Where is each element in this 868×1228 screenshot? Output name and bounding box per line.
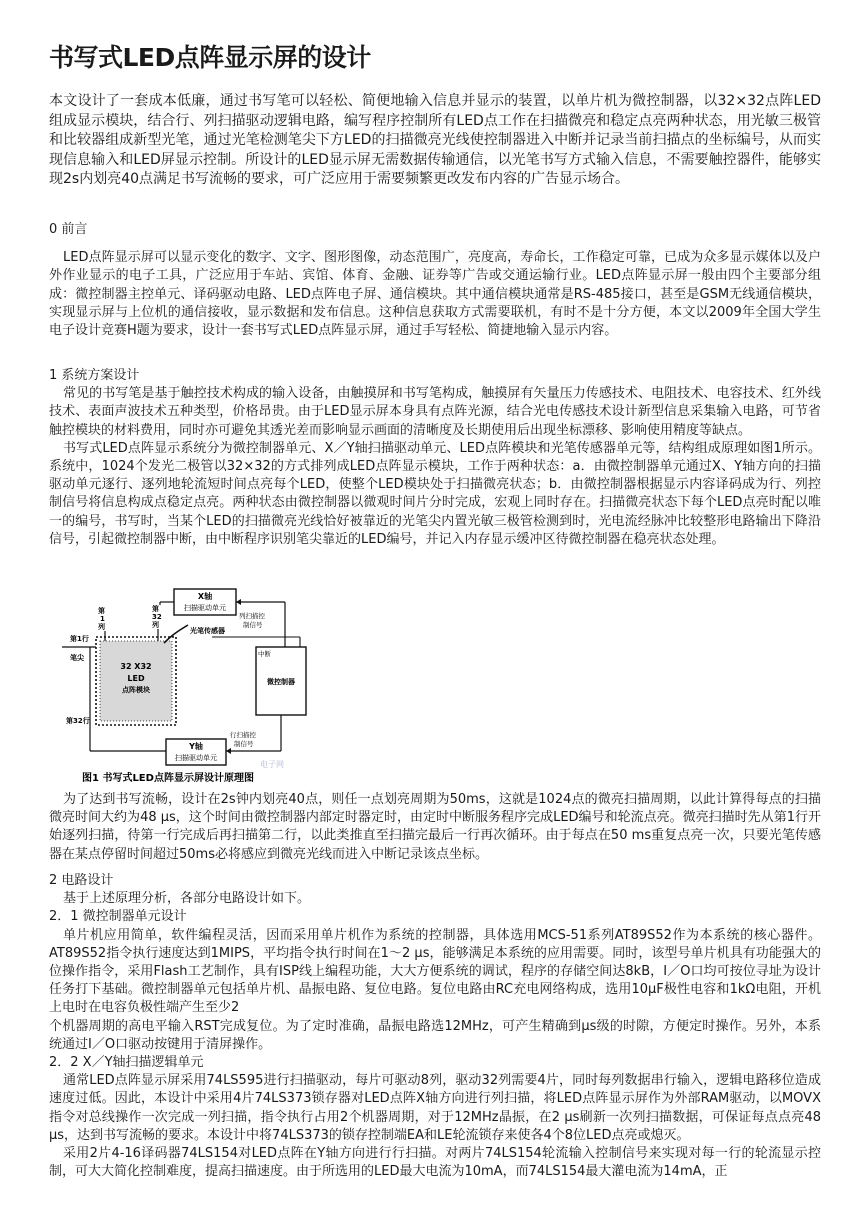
col-32-label: 第 [152, 605, 159, 613]
section-0 [49, 221, 821, 340]
block-diagram-svg [60, 585, 315, 791]
led-label: 32 X32 [120, 662, 152, 671]
section-2-intro: 基于上述原理分析，各部分电路设计如下。 [63, 891, 311, 907]
subsection-2-2-paragraph-1: 通常LED点阵显示屏采用74LS595进行扫描驱动，每片可驱动8列，驱动32列需要4片，同时每列数据串行输入，逻辑电路移位造成速度过低。因此，本设计中采用4片74LS373锁存器对LED点阵X轴方向进行列扫描，将LED点阵显示屏作为外部RAM驱动，以MOVX指令对总线操作一次完成一列扫描，指令执行占用2个机器周期，对于12MHz晶振，在2 μs刷新一次列扫描数据，可保证每点点亮48 μs，达到书写流畅的要求。本设计中将74LS373的锁存控制端EA和LE轮流锁存来使各4个8位LED点亮或熄灭。 [49, 1073, 821, 1143]
interrupt-label: 中断 [258, 650, 271, 658]
figure-1-diagram [60, 585, 315, 791]
x-box-label: X轴 [197, 592, 213, 601]
subsection-2-1-heading: 2．1 微控制器单元设计 [49, 909, 187, 925]
subsection-2-2-paragraph-2: 采用2片4-16译码器74LS154对LED点阵在Y轴方向进行行扫描。对两片74LS154轮流输入控制信号来实现对每一行的轮流显示控制，可大大简化控制难度，提高扫描速度。由于所选用的LED最大电流为10mA，而74LS154最大灌电流为14mA，正 [49, 1146, 821, 1180]
col-32-label-b: 32 [152, 613, 162, 621]
watermark-logo: 电子网 [260, 760, 284, 769]
led-label-2: LED [127, 674, 145, 683]
pen-sensor-label: 光笔传感器 [190, 627, 225, 635]
col-1-label-c: 列 [98, 623, 105, 631]
figure-caption: 图1 书写式LED点阵显示屏设计原理图 [82, 773, 254, 784]
subsection-2-1-paragraph-1: 单片机应用简单，软件编程灵活，因而采用单片机作为系统的控制器，具体选用MCS-51系列AT89S52作为本系统的核心器件。AT89S52指令执行速度达到1MIPS，平均指令执行时间在1～2 μs，能够满足本系统的应用需要。同时，该型号单片机具有功能强大的位操作指令，采用Flash工艺制作，具有ISP线上编程功能，大大方便系统的调试，程序的存储空间达8kB，I／O口均可按位寻址为设计任务打下基础。微控制器单元包括单片机、晶振电路、复位电路。复位电路由RC充电网络构成，选用10μF极性电容和1kΩ电阻，开机上电时在电容负极性端产生至少2 [49, 927, 821, 1016]
section-0-paragraph: LED点阵显示屏可以显示变化的数字、文字、图形图像，动态范围广，亮度高，寿命长，工作稳定可靠，已成为众多显示媒体以及户外作业显示的电子工具，广泛应用于车站、宾馆、体育、金融、证券等广告或交通运输行业。LED点阵显示屏一般由四个主要部分组成：微控制器主控单元、译码驱动电路、LED点阵电子屏、通信模块。其中通信模块通常是RS-485接口，甚至是GSM无线通信模块，实现显示屏与上位机的通信接收，显示数据和发布信息。这种信息获取方式需要联机，有时不是十分方便，本文以2009年全国大学生电子设计竞赛H题为要求，设计一套书写式LED点阵显示屏，通过手写轻松、简捷地输入显示内容。 [49, 250, 821, 339]
x-box-label-2: 扫描驱动单元 [184, 604, 226, 612]
section-2-heading: 2 电路设计 [49, 873, 114, 888]
row-ctrl-label: 行扫描控 [230, 731, 256, 739]
pen-tip-label: 笔尖 [70, 654, 84, 662]
row-ctrl-label-2: 制信号 [234, 740, 254, 748]
y-box-label-2: 扫描驱动单元 [175, 754, 217, 762]
section-1-paragraph-2: 书写式LED点阵显示系统分为微控制器单元、X／Y轴扫描驱动单元、LED点阵模块和光笔传感器单元等，结构组成原理如图1所示。系统中，1024个发光二极管以32×32的方式排列成LED点阵显示模块，工作于两种状态：a．由微控制器单元通过X、Y轴方向的扫描驱动单元逐行、逐列地轮流短时间点亮每个LED，使整个LED模块处于扫描微亮状态；b．由微控制器根据显示内容译码成为行、列控制信号将信息构成点稳定点亮。两种状态由微控制器以微观时间片分时完成，宏观上同时存在。扫描微亮状态下每个LED点亮时配以唯一的编号，书写时，当某个LED的扫描微亮光线恰好被靠近的光笔尖内置光敏三极管检测到时，光电流经脉冲比较整形电路输出下降沿信号，引起微控制器中断，由中断程序识别笔尖靠近的LED编号，并记入内存显示缓冲区待微控制器在稳亮状态处理。 [49, 440, 821, 547]
section-1-paragraph-3: 为了达到书写流畅，设计在2s钟内划亮40点，则任一点划亮周期为50ms，这就是1024点的微亮扫描周期，以此计算得每点的扫描微亮时间大约为48 μs，这个时间由微控制器内部定时器定时，由定时中断服务程序完成LED编号和轮流点亮。微亮扫描时先从第1行开始逐列扫描，待第一行完成后再扫描第二行，以此类推直至扫描完最后一行再次循环。由于每点在50 ms重复点亮一次，只要光笔传感器在某点停留时间超过50ms必将感应到微亮光线而进入中断记录该点坐标。 [49, 792, 821, 862]
y-box-label: Y轴 [189, 742, 203, 751]
section-1-continued [49, 791, 821, 864]
col-1-label: 第 [98, 607, 105, 615]
col-ctrl-label-2: 制信号 [243, 621, 263, 629]
col-32-label-c: 列 [152, 621, 159, 629]
subsection-2-1-paragraph-2: 个机器周期的高电平输入RST完成复位。为了定时准确，晶振电路选12MHz，可产生精确到μs级的时隙，方便定时操作。另外，本系统通过I／O口驱动按键用于清屏操作。 [49, 1018, 821, 1052]
abstract-block [49, 92, 821, 190]
section-0-heading: 0 前言 [49, 222, 88, 237]
col-ctrl-label: 列扫描控 [239, 612, 265, 620]
abstract-text: 本文设计了一套成本低廉，通过书写笔可以轻松、简便地输入信息并显示的装置，以单片机为微控制器，以32×32点阵LED组成显示模块，结合行、列扫描驱动逻辑电路，编写程序控制所有LED点工作在扫描微亮和稳定点亮两种状态，用光敏三极管和比较器组成新型光笔，通过光笔检测笔尖下方LED的扫描微亮光线使控制器进入中断并记录当前扫描点的坐标编号，从而实现信息输入和LED屏显示控制。所设计的LED显示屏无需数据传输通信，以光笔书写方式输入信息，不需要触控器件，能够实现2s内划亮40点满足书写流畅的要求，可广泛应用于需要频繁更改发布内容的广告显示场合。 [49, 93, 821, 188]
section-2 [49, 872, 821, 1181]
section-1 [49, 367, 821, 549]
mcu-label: 微控制器 [267, 678, 295, 686]
col-1-label-b: 1 [100, 615, 105, 623]
row-32-label: 第32行 [66, 717, 90, 725]
section-1-heading: 1 系统方案设计 [49, 368, 140, 383]
article-title: 书写式LED点阵显示屏的设计 [49, 43, 371, 72]
section-1-paragraph-1: 常见的书写笔是基于触控技术构成的输入设备，由触摸屏和书写笔构成，触摸屏有矢量压力传感技术、电阻技术、电容技术、红外线技术、表面声波技术五种类型，价格昂贵。由于LED显示屏本身具有点阵光源，结合光电传感技术设计新型信息采集输入电路，可节省触控模块的材料费用，同时亦可避免其透光差而影响显示画面的清晰度及长期使用后出现坐标漂移、影响使用精度等缺点。 [49, 386, 821, 438]
subsection-2-2-heading: 2．2 X／Y轴扫描逻辑单元 [49, 1055, 204, 1071]
led-label-3: 点阵模块 [122, 686, 150, 694]
row-1-label: 第1行 [70, 635, 89, 643]
